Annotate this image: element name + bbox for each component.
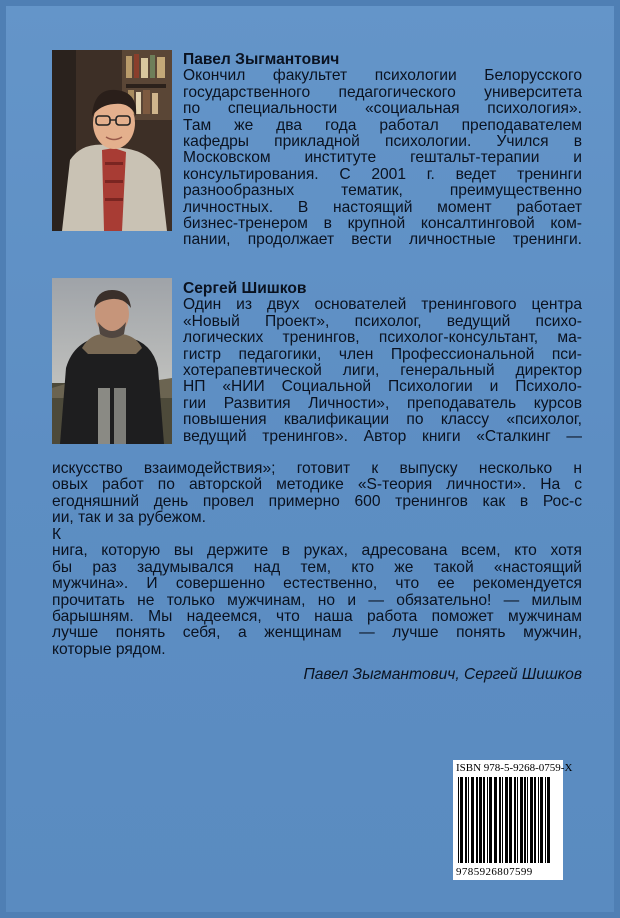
blurb-line: которые рядом. — [52, 640, 166, 658]
blurb-line: бы раз задумывался над тем, кто же такой «настоящий — [52, 558, 582, 576]
barcode-bar — [499, 777, 501, 863]
barcode-bar — [509, 777, 512, 863]
barcode-bar — [538, 777, 539, 863]
bio-line: «Новый Проект», психолог, ведущий психо- — [183, 312, 582, 330]
bio-line: ии, так и за рубежом. — [52, 509, 206, 527]
blurb-initial: К — [52, 526, 62, 543]
barcode-bar — [540, 777, 543, 863]
barcode-bar — [534, 777, 536, 863]
blurb-line: прочитать не только мужчинам, но и — обязательно! — милым — [52, 591, 582, 609]
bio-line: гистр педагогики, член Профессиональной пси- — [183, 345, 582, 363]
author-photo-sergey — [52, 278, 172, 444]
author-name-sergey: Сергей Шишков — [183, 280, 307, 297]
signature-text: Павел Зыгмантович, Сергей Шишков — [303, 666, 582, 683]
bio-line: Московском институте гештальт-терапии и — [183, 149, 582, 167]
barcode-bar — [487, 777, 488, 863]
isbn-label: ISBN 978-5-9268-0759-X — [456, 762, 573, 774]
barcode-bar — [483, 777, 485, 863]
bio-line: искусство взаимодействия»; готовит к выпуску несколько н — [52, 460, 582, 477]
author-bio-sergey — [183, 281, 582, 445]
barcode-bar — [465, 777, 467, 863]
barcode-bar — [476, 777, 478, 863]
book-blurb — [52, 527, 582, 658]
barcode-bar — [547, 777, 550, 863]
barcode-bar — [527, 777, 528, 863]
barcode-bar — [494, 777, 497, 863]
bio-line: НП «НИИ Социальной Психологии и Психоло- — [183, 378, 582, 396]
bio-line: Один из двух основателей тренингового центра — [183, 296, 582, 314]
barcode-bar — [530, 777, 533, 863]
barcode-digits: 9785926807599 — [456, 866, 533, 878]
barcode-bar — [460, 777, 463, 863]
bio-line: логических тренингов, психолог-консультант, ма- — [183, 329, 582, 347]
bio-line: хотерапевтической лиги, генеральный директор — [183, 362, 582, 380]
bio-line: разнообразных тематик, преимущественно — [183, 182, 582, 200]
bio-line: овых работ по авторской методике «S-теория личности». На с — [52, 476, 582, 494]
author-bio-sergey-continued — [52, 461, 582, 527]
barcode-bar — [502, 777, 503, 863]
barcode-bar — [505, 777, 508, 863]
bio-line: повышения квалификации по классу «психолог, — [183, 411, 582, 429]
barcode-bar — [471, 777, 474, 863]
blurb-line: барышням. Мы надеемся, что наша работа поможет мужчинам — [52, 608, 582, 626]
barcode-bar — [545, 777, 546, 863]
bio-line: личностных. В настоящий момент работает — [183, 198, 582, 216]
blurb-line: мужчина». И совершенно естественно, что ее рекомендуется — [52, 575, 582, 593]
barcode-bar — [514, 777, 516, 863]
barcode-bar — [458, 777, 459, 863]
barcode-bar — [468, 777, 469, 863]
bio-line: егодняшний день провел примерно 600 тренингов как в Рос-с — [52, 492, 582, 510]
bio-line: Окончил факультет психологии Белорусского — [183, 67, 582, 85]
bio-line: бизнес-тренером в крупной консалтинговой ком- — [183, 215, 582, 233]
bio-line: ведущий тренингов». Автор книги «Сталкинг — — [183, 427, 582, 445]
barcode-bars — [457, 777, 559, 863]
barcode-bar — [489, 777, 492, 863]
bio-line: консультирования. С 2001 г. ведет тренинги — [183, 165, 582, 183]
blurb-line: нига, которую вы держите в руках, адресована всем, кто хотя — [52, 542, 582, 560]
blurb-line: лучше понять себя, а женщинам — лучше понять мужчин, — [52, 624, 582, 642]
barcode-bar — [479, 777, 482, 863]
bio-line: по специальности «социальная психология». — [183, 100, 582, 118]
bio-line: гии Развития Личности», преподаватель курсов — [183, 394, 582, 412]
barcode-bar — [520, 777, 523, 863]
bio-line: пании, продолжает вести личностные тренинги. — [183, 231, 582, 249]
bio-line: государственного педагогического университета — [183, 83, 582, 101]
author-bio-pavel — [183, 52, 582, 249]
bio-line: кафедры прикладной психологии. Учился в — [183, 133, 582, 151]
barcode-bar — [524, 777, 526, 863]
barcode-bar — [517, 777, 518, 863]
isbn-barcode — [453, 760, 573, 880]
author-name-pavel: Павел Зыгмантович — [183, 51, 340, 68]
authors-signature — [262, 667, 582, 683]
bio-line: Там же два года работал преподавателем — [183, 116, 582, 134]
author-photo-pavel — [52, 50, 172, 231]
